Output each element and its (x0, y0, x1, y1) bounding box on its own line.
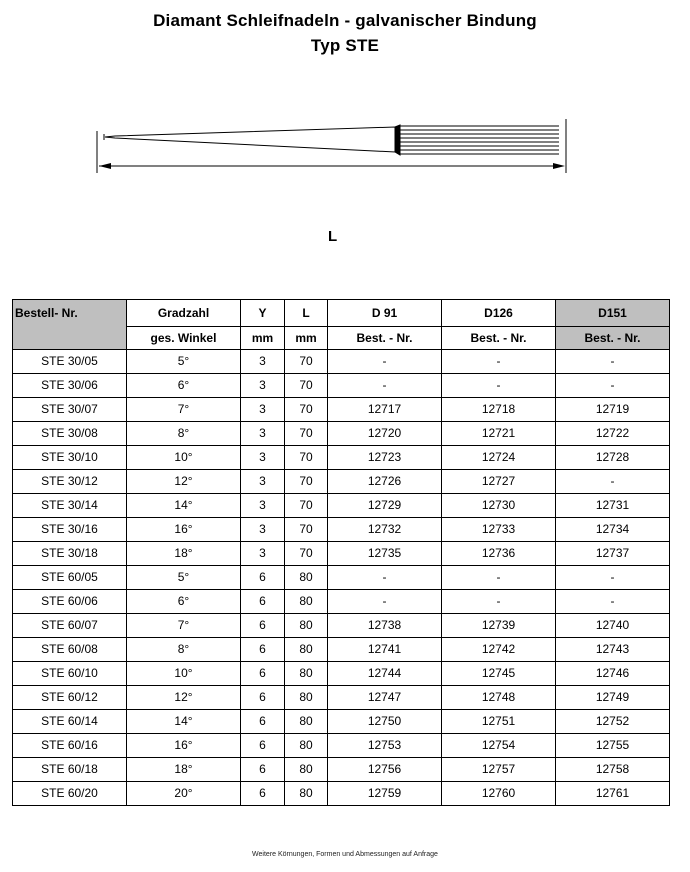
table-row (13, 494, 670, 518)
cell-bestell-nr: STE 30/14 (13, 494, 127, 518)
needle-tip (105, 127, 395, 152)
footer-note: Weitere Körnungen, Formen und Abmessungen auf Anfrage (252, 851, 438, 858)
cell-d151: - (556, 566, 670, 590)
cell-d151: 12746 (556, 662, 670, 686)
cell-d91: 12747 (328, 686, 442, 710)
table-row (13, 758, 670, 782)
cell-y: 3 (241, 494, 285, 518)
table-row (13, 734, 670, 758)
cell-d126: 12748 (442, 686, 556, 710)
cell-gradzahl: 14° (127, 494, 241, 518)
cell-d151: 12761 (556, 782, 670, 806)
cell-d151: 12740 (556, 614, 670, 638)
cell-bestell-nr: STE 30/12 (13, 470, 127, 494)
cell-l: 80 (285, 614, 328, 638)
table-row (13, 470, 670, 494)
cell-bestell-nr: STE 60/08 (13, 638, 127, 662)
cell-d151: 12728 (556, 446, 670, 470)
cell-bestell-nr: STE 60/12 (13, 686, 127, 710)
cell-d151: 12752 (556, 710, 670, 734)
col-header-d126: D126 (442, 300, 556, 327)
cell-d91: 12729 (328, 494, 442, 518)
cell-y: 6 (241, 566, 285, 590)
col-subheader-d151: Best. - Nr. (556, 327, 670, 350)
header-row-2 (13, 327, 670, 350)
cell-d151: 12734 (556, 518, 670, 542)
cell-y: 3 (241, 374, 285, 398)
col-subheader-y-unit: mm (241, 327, 285, 350)
cell-gradzahl: 18° (127, 758, 241, 782)
col-header-bestell-nr: Bestell- Nr. (13, 300, 127, 327)
cell-gradzahl: 6° (127, 374, 241, 398)
cell-y: 6 (241, 614, 285, 638)
cell-d91: 12759 (328, 782, 442, 806)
cell-gradzahl: 6° (127, 590, 241, 614)
cell-d126: 12760 (442, 782, 556, 806)
table-row (13, 782, 670, 806)
needle-collar (395, 125, 400, 155)
cell-y: 3 (241, 518, 285, 542)
cell-gradzahl: 7° (127, 614, 241, 638)
cell-bestell-nr: STE 60/10 (13, 662, 127, 686)
cell-l: 80 (285, 710, 328, 734)
cell-d151: 12743 (556, 638, 670, 662)
cell-d91: 12726 (328, 470, 442, 494)
cell-d91: 12735 (328, 542, 442, 566)
table-row (13, 614, 670, 638)
cell-bestell-nr: STE 60/14 (13, 710, 127, 734)
cell-d91: 12753 (328, 734, 442, 758)
cell-gradzahl: 14° (127, 710, 241, 734)
cell-d151: 12737 (556, 542, 670, 566)
cell-bestell-nr: STE 30/08 (13, 422, 127, 446)
table-row (13, 542, 670, 566)
cell-gradzahl: 8° (127, 422, 241, 446)
cell-d126: 12751 (442, 710, 556, 734)
cell-d126: 12721 (442, 422, 556, 446)
cell-d151: 12758 (556, 758, 670, 782)
table-row (13, 686, 670, 710)
spec-table (12, 299, 670, 806)
col-header-gradzahl: Gradzahl (127, 300, 241, 327)
cell-d126: 12724 (442, 446, 556, 470)
cell-d151: 12755 (556, 734, 670, 758)
cell-y: 3 (241, 446, 285, 470)
cell-l: 80 (285, 638, 328, 662)
cell-y: 6 (241, 590, 285, 614)
table-row (13, 518, 670, 542)
cell-y: 3 (241, 542, 285, 566)
cell-gradzahl: 8° (127, 638, 241, 662)
cell-l: 80 (285, 662, 328, 686)
table-row (13, 590, 670, 614)
cell-d126: 12742 (442, 638, 556, 662)
cell-bestell-nr: STE 30/05 (13, 350, 127, 374)
cell-y: 3 (241, 470, 285, 494)
table-row (13, 638, 670, 662)
cell-d91: - (328, 566, 442, 590)
cell-y: 6 (241, 638, 285, 662)
cell-gradzahl: 10° (127, 662, 241, 686)
table-body (13, 350, 670, 806)
cell-d126: 12718 (442, 398, 556, 422)
cell-d126: - (442, 374, 556, 398)
cell-d126: - (442, 350, 556, 374)
cell-d126: 12739 (442, 614, 556, 638)
cell-gradzahl: 10° (127, 446, 241, 470)
cell-bestell-nr: STE 30/06 (13, 374, 127, 398)
cell-d126: 12730 (442, 494, 556, 518)
cell-bestell-nr: STE 60/06 (13, 590, 127, 614)
cell-d91: - (328, 350, 442, 374)
cell-d126: 12733 (442, 518, 556, 542)
cell-d91: 12738 (328, 614, 442, 638)
col-header-d91: D 91 (328, 300, 442, 327)
col-header-y: Y (241, 300, 285, 327)
cell-y: 3 (241, 398, 285, 422)
header-row-1 (13, 300, 670, 327)
cell-d126: - (442, 566, 556, 590)
cell-bestell-nr: STE 60/05 (13, 566, 127, 590)
cell-d126: 12736 (442, 542, 556, 566)
needle-shank (400, 126, 559, 154)
cell-d91: 12720 (328, 422, 442, 446)
cell-gradzahl: 12° (127, 470, 241, 494)
cell-gradzahl: 16° (127, 518, 241, 542)
cell-l: 70 (285, 374, 328, 398)
cell-l: 70 (285, 470, 328, 494)
cell-bestell-nr: STE 60/16 (13, 734, 127, 758)
cell-bestell-nr: STE 60/18 (13, 758, 127, 782)
cell-d91: - (328, 590, 442, 614)
col-header-l: L (285, 300, 328, 327)
cell-d91: 12723 (328, 446, 442, 470)
cell-gradzahl: 12° (127, 686, 241, 710)
cell-l: 80 (285, 566, 328, 590)
needle-diagram (95, 115, 575, 185)
cell-d126: 12727 (442, 470, 556, 494)
table-row (13, 662, 670, 686)
cell-gradzahl: 5° (127, 350, 241, 374)
cell-d151: 12719 (556, 398, 670, 422)
cell-d91: 12744 (328, 662, 442, 686)
cell-d126: 12745 (442, 662, 556, 686)
cell-l: 80 (285, 686, 328, 710)
cell-y: 6 (241, 758, 285, 782)
table-row (13, 422, 670, 446)
cell-d126: 12757 (442, 758, 556, 782)
cell-y: 6 (241, 710, 285, 734)
table-row (13, 710, 670, 734)
cell-y: 6 (241, 686, 285, 710)
cell-bestell-nr: STE 30/18 (13, 542, 127, 566)
cell-bestell-nr: STE 30/07 (13, 398, 127, 422)
cell-l: 70 (285, 518, 328, 542)
document-title: Diamant Schleifnadeln - galvanischer Bindung (153, 11, 537, 30)
table-row (13, 446, 670, 470)
cell-l: 70 (285, 446, 328, 470)
cell-d151: 12731 (556, 494, 670, 518)
cell-y: 6 (241, 782, 285, 806)
cell-d91: 12750 (328, 710, 442, 734)
cell-d151: - (556, 350, 670, 374)
cell-y: 6 (241, 662, 285, 686)
cell-gradzahl: 16° (127, 734, 241, 758)
cell-l: 70 (285, 422, 328, 446)
cell-gradzahl: 18° (127, 542, 241, 566)
cell-d91: 12741 (328, 638, 442, 662)
table-row (13, 374, 670, 398)
cell-bestell-nr: STE 30/16 (13, 518, 127, 542)
col-subheader-bestell-nr (13, 327, 127, 350)
cell-l: 80 (285, 782, 328, 806)
cell-bestell-nr: STE 30/10 (13, 446, 127, 470)
cell-bestell-nr: STE 60/20 (13, 782, 127, 806)
cell-y: 3 (241, 350, 285, 374)
cell-d91: - (328, 374, 442, 398)
cell-l: 80 (285, 758, 328, 782)
cell-d151: 12722 (556, 422, 670, 446)
col-header-d151: D151 (556, 300, 670, 327)
cell-gradzahl: 5° (127, 566, 241, 590)
table-row (13, 566, 670, 590)
cell-bestell-nr: STE 60/07 (13, 614, 127, 638)
cell-gradzahl: 7° (127, 398, 241, 422)
cell-l: 70 (285, 494, 328, 518)
cell-d126: 12754 (442, 734, 556, 758)
cell-l: 80 (285, 590, 328, 614)
col-subheader-d126: Best. - Nr. (442, 327, 556, 350)
document-subtitle: Typ STE (310, 36, 380, 55)
cell-l: 70 (285, 350, 328, 374)
cell-d151: - (556, 590, 670, 614)
cell-d91: 12717 (328, 398, 442, 422)
cell-l: 80 (285, 734, 328, 758)
dimension-label-L: L (328, 228, 338, 245)
cell-y: 6 (241, 734, 285, 758)
col-subheader-l-unit: mm (285, 327, 328, 350)
cell-gradzahl: 20° (127, 782, 241, 806)
cell-d126: - (442, 590, 556, 614)
dimension-arrow-L (99, 163, 565, 169)
cell-d151: - (556, 470, 670, 494)
table-row (13, 398, 670, 422)
cell-d151: - (556, 374, 670, 398)
cell-l: 70 (285, 398, 328, 422)
cell-l: 70 (285, 542, 328, 566)
cell-d91: 12756 (328, 758, 442, 782)
col-subheader-winkel: ges. Winkel (127, 327, 241, 350)
col-subheader-d91: Best. - Nr. (328, 327, 442, 350)
cell-d151: 12749 (556, 686, 670, 710)
cell-y: 3 (241, 422, 285, 446)
table-row (13, 350, 670, 374)
cell-d91: 12732 (328, 518, 442, 542)
